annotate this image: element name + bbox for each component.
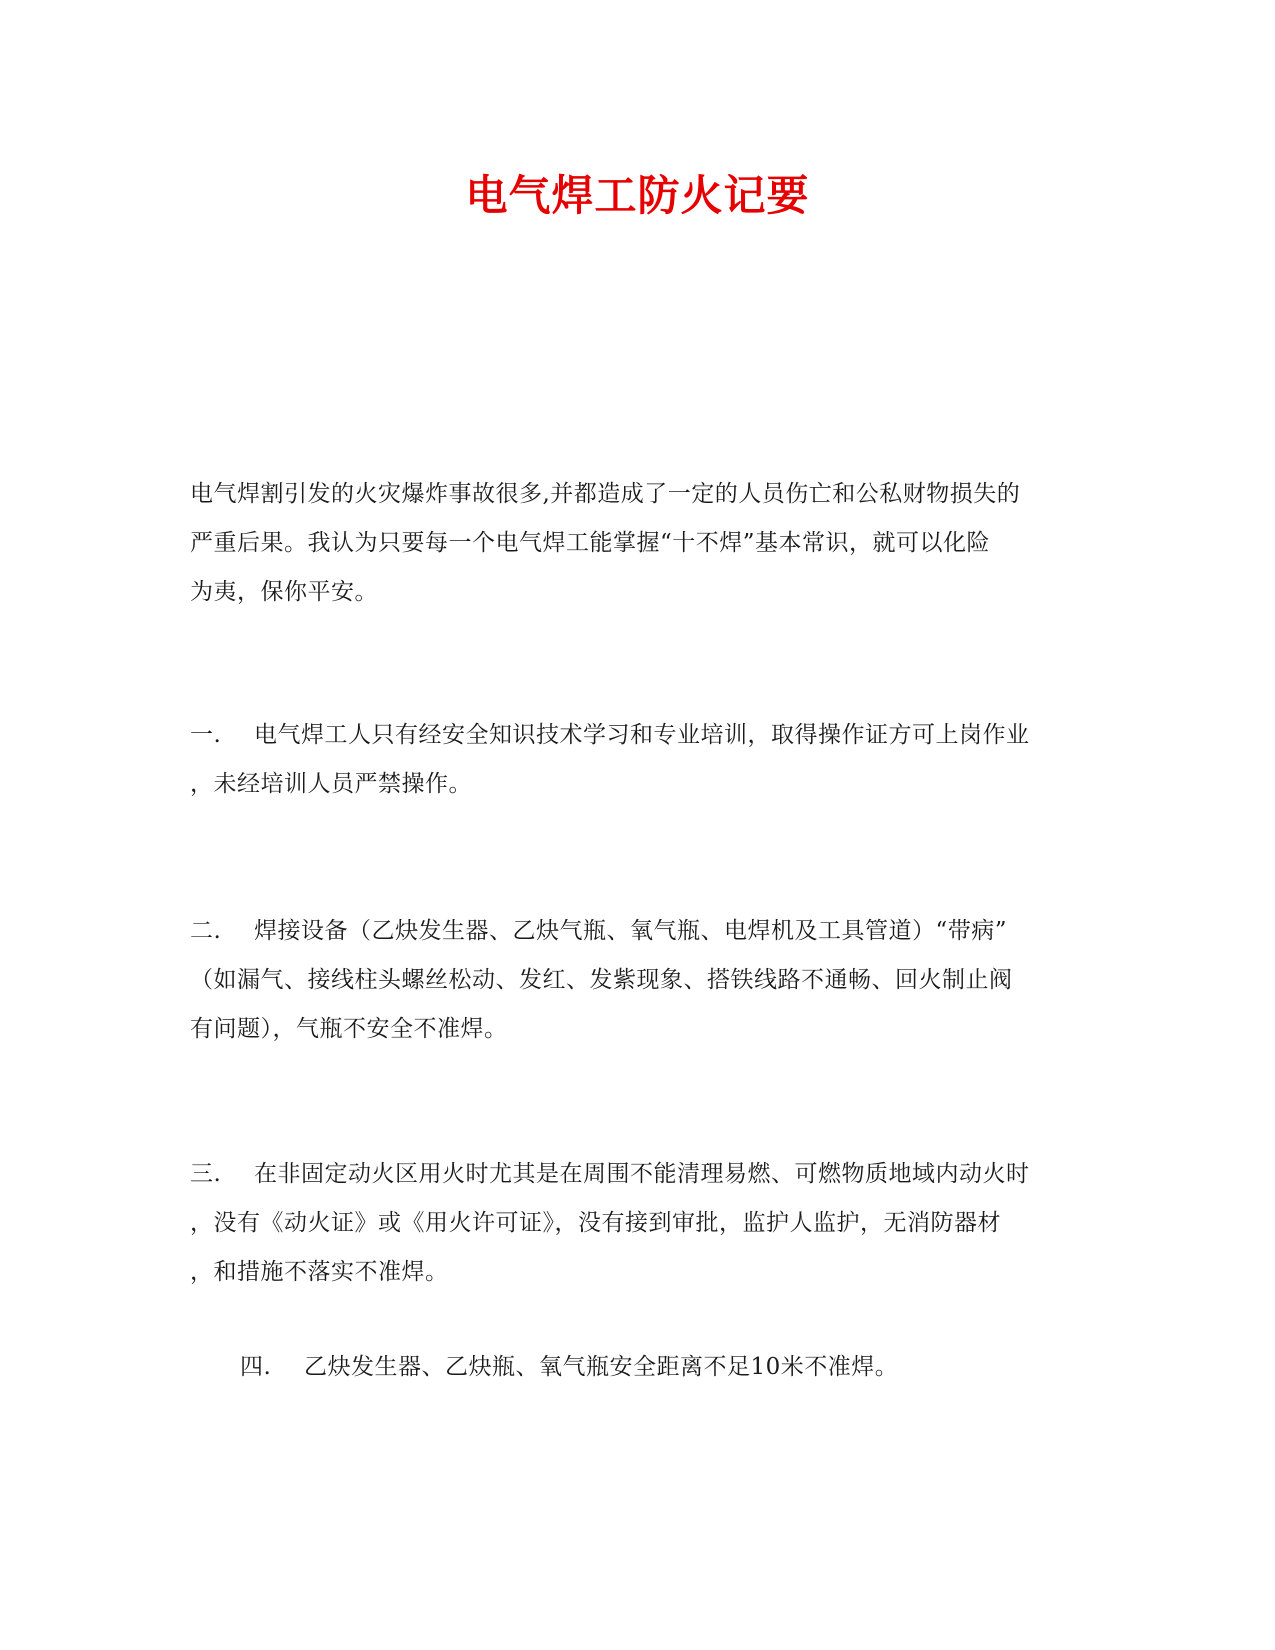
document-title: 电气焊工防火记要 (465, 171, 810, 220)
rule-item-three (190, 1150, 1090, 1297)
rule-item-two (190, 907, 1090, 1054)
rule-line: ，未经培训人员严禁操作。 (190, 771, 472, 797)
rule-number: 四. (240, 1354, 272, 1380)
rule-item-four (240, 1343, 1140, 1392)
rule-text: 电气焊工人只有经安全知识技术学习和专业培训，取得操作证方可上岗作业 (254, 722, 1030, 748)
rule-line (190, 711, 1090, 760)
rule-line (190, 907, 1090, 956)
rule-line: ，没有《动火证》或《用火许可证》，没有接到审批，监护人监护，无消防器材 (190, 1210, 1001, 1236)
rule-number: 一. (190, 722, 222, 748)
rule-item-one (190, 711, 1090, 809)
rule-line: ，和措施不落实不准焊。 (190, 1259, 449, 1285)
rule-line: （如漏气、接线柱头螺丝松动、发红、发紫现象、搭铁线路不通畅、回火制止阀 (190, 967, 1013, 993)
rule-number: 二. (190, 918, 222, 944)
rule-text: 乙炔发生器、乙炔瓶、氧气瓶安全距离不足10米不准焊。 (304, 1354, 899, 1380)
intro-line: 严重后果。我认为只要每一个电气焊工能掌握“十不焊”基本常识，就可以化险 (190, 530, 991, 556)
intro-paragraph (190, 470, 1090, 617)
rule-line: 有问题），气瓶不安全不准焊。 (190, 1016, 508, 1042)
intro-line: 为夷，保你平安。 (190, 579, 378, 605)
rule-text: 在非固定动火区用火时尤其是在周围不能清理易燃、可燃物质地域内动火时 (254, 1161, 1030, 1187)
rule-number: 三. (190, 1161, 222, 1187)
rule-line (240, 1343, 1140, 1392)
rule-line (190, 1150, 1090, 1199)
intro-line: 电气焊割引发的火灾爆炸事故很多,并都造成了一定的人员伤亡和公私财物损失的 (190, 481, 1021, 507)
rule-text: 焊接设备（乙炔发生器、乙炔气瓶、氧气瓶、电焊机及工具管道）“带病” (254, 918, 1008, 944)
